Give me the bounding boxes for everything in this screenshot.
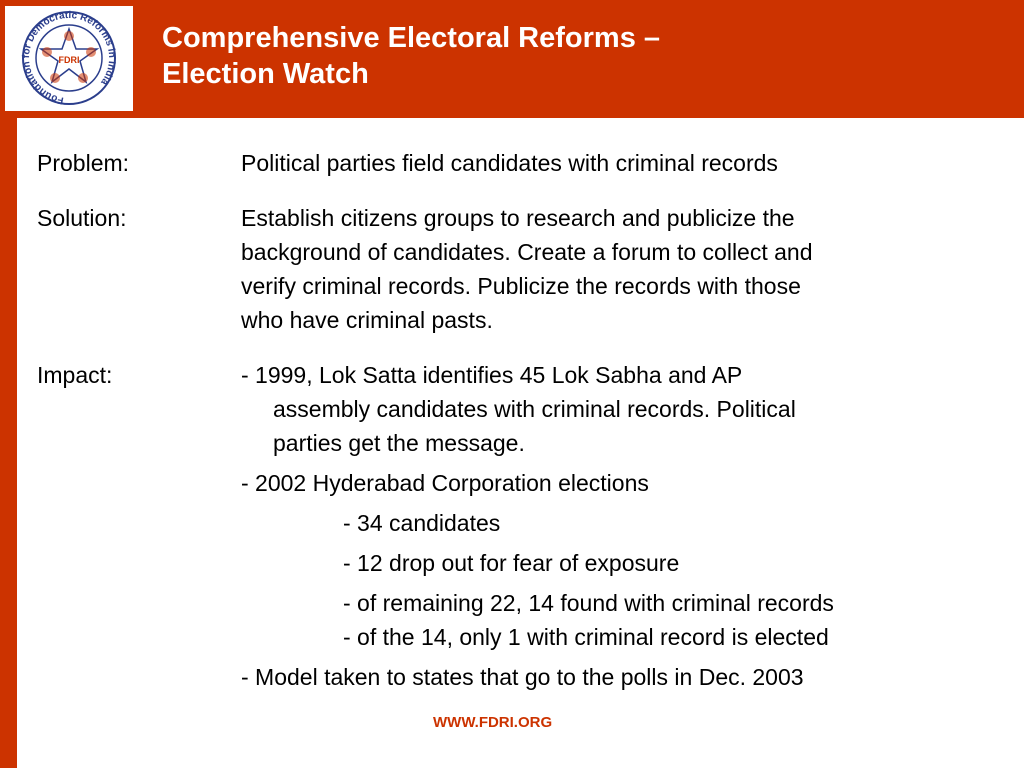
solution-line: Establish citizens groups to research and publicize the [241, 205, 795, 231]
impact-item-2002: - 2002 Hyderabad Corporation elections [241, 470, 649, 496]
logo-ring-text: Foundation for Democratic Reforms in India [21, 9, 118, 106]
solution-line: background of candidates. Create a forum to collect and [241, 239, 813, 265]
slide-title [162, 20, 982, 92]
solution-label: Solution: [37, 205, 127, 231]
slide-title-line2: Election Watch [162, 58, 369, 90]
problem-text: Political parties field candidates with criminal records [241, 150, 778, 176]
fdri-logo [5, 6, 133, 111]
impact-list [241, 358, 997, 694]
solution-text [241, 201, 997, 337]
impact-subitem: - of remaining 22, 14 found with criminal records [343, 590, 834, 616]
fdri-star-seal-icon [5, 6, 133, 111]
impact-label: Impact: [37, 362, 113, 388]
solution-line: verify criminal records. Publicize the records with those [241, 273, 801, 299]
impact-subitem: - 34 candidates [343, 510, 501, 536]
impact-item-1999: - 1999, Lok Satta identifies 45 Lok Sabha and AP assembly candidates with criminal records. Political parties get the message. [241, 362, 796, 456]
solution-line: who have criminal pasts. [241, 307, 493, 333]
impact-row [37, 358, 997, 694]
left-accent-bar [0, 118, 17, 768]
impact-subitem: - of the 14, only 1 with criminal record is elected [343, 624, 829, 650]
problem-row [37, 146, 997, 180]
impact-item-2003: - Model taken to states that go to the polls in Dec. 2003 [241, 664, 804, 690]
solution-row [37, 201, 997, 337]
logo-center-text: FDRI [58, 55, 80, 65]
footer-url: WWW.FDRI.ORG [433, 714, 553, 731]
slide-title-line1: Comprehensive Electoral Reforms – [162, 22, 661, 54]
slide-content [37, 146, 997, 694]
problem-label: Problem: [37, 150, 130, 176]
impact-subitem: - 12 drop out for fear of exposure [343, 550, 680, 576]
